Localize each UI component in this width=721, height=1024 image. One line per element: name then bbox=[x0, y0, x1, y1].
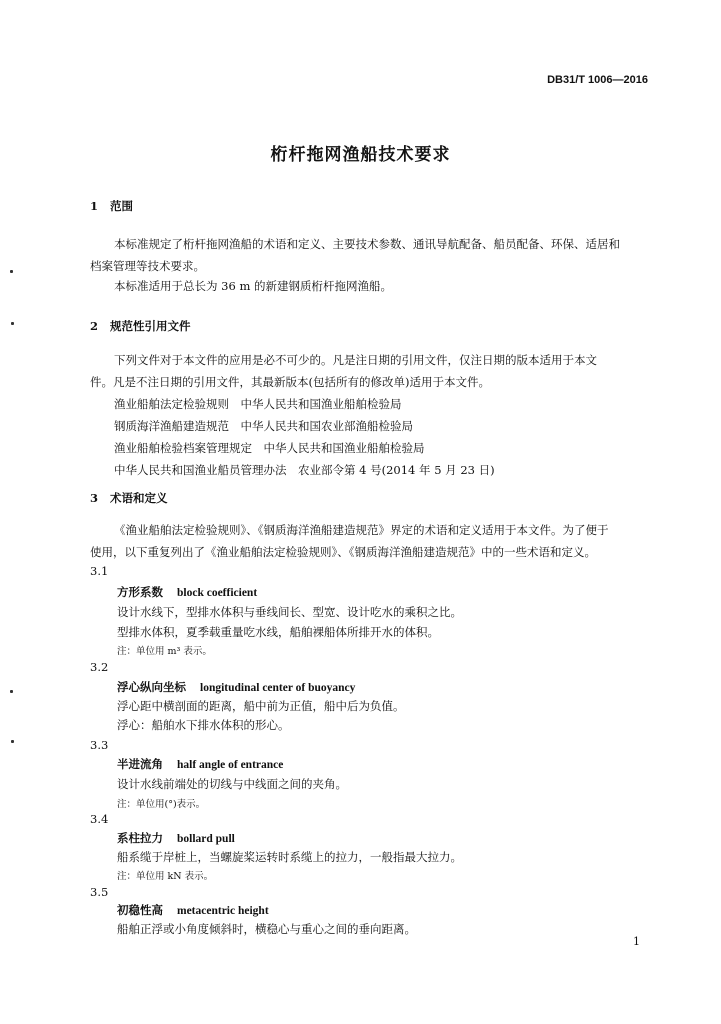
scan-mark bbox=[11, 740, 14, 743]
term-3-3-note: 注：单位用(°)表示。 bbox=[117, 799, 206, 810]
term-3-5-title: 初稳性高 metacentric height bbox=[117, 903, 269, 917]
term-3-4-note: 注：单位用 kN 表示。 bbox=[117, 871, 214, 882]
section-2-paragraph-1: 下列文件对于本文件的应用是必不可少的。凡是注日期的引用文件，仅注日期的版本适用于本文 bbox=[114, 353, 597, 367]
term-3-2-number: 3.2 bbox=[90, 660, 109, 674]
page-number: 1 bbox=[633, 935, 640, 948]
term-3-2-title: 浮心纵向坐标 longitudinal center of buoyancy bbox=[117, 680, 356, 694]
term-3-1-number: 3.1 bbox=[90, 564, 109, 578]
section-1-heading: 1 范围 bbox=[90, 199, 133, 213]
section-3-paragraph-1: 《渔业船舶法定检验规则》、《钢质海洋渔船建造规范》界定的术语和定义适用于本文件。为了便于 bbox=[114, 523, 609, 537]
section-3-paragraph-1-cont: 使用，以下重复列出了《渔业船舶法定检验规则》、《钢质海洋渔船建造规范》中的一些术语和定义。 bbox=[90, 545, 596, 559]
term-3-2-definition: 浮心距中横剖面的距离，船中前为正值，船中后为负值。 bbox=[117, 699, 405, 713]
term-3-1-title: 方形系数 block coefficient bbox=[117, 585, 258, 599]
term-3-3-definition: 设计水线前端处的切线与中线面之间的夹角。 bbox=[117, 777, 347, 791]
term-3-2-definition-2: 浮心：船舶水下排水体积的形心。 bbox=[117, 718, 290, 732]
term-3-3-title: 半进流角 half angle of entrance bbox=[117, 757, 284, 771]
term-3-1-definition: 设计水线下，型排水体积与垂线间长、型宽、设计吃水的乘积之比。 bbox=[117, 605, 462, 619]
scan-mark bbox=[10, 690, 13, 693]
reference-item: 钢质海洋渔船建造规范 中华人民共和国农业部渔船检验局 bbox=[114, 419, 413, 433]
page-title: 桁杆拖网渔船技术要求 bbox=[270, 145, 451, 165]
term-3-1-definition-2: 型排水体积，夏季载重量吃水线，船舶裸船体所排开水的体积。 bbox=[117, 625, 439, 639]
term-3-1-note: 注：单位用 m³ 表示。 bbox=[117, 646, 212, 657]
section-1-paragraph-1: 本标准规定了桁杆拖网渔船的术语和定义、主要技术参数、通讯导航配备、船员配备、环保、适居和 bbox=[114, 237, 620, 251]
section-3-heading: 3 术语和定义 bbox=[90, 491, 168, 505]
reference-item: 渔业船舶法定检验规则 中华人民共和国渔业船舶检验局 bbox=[114, 397, 402, 411]
term-3-3-number: 3.3 bbox=[90, 738, 109, 752]
term-3-4-number: 3.4 bbox=[90, 812, 109, 826]
standard-code: DB31/T 1006—2016 bbox=[547, 74, 648, 86]
section-1-paragraph-2: 本标准适用于总长为 36 m 的新建钢质桁杆拖网渔船。 bbox=[114, 279, 393, 293]
scan-mark bbox=[10, 270, 13, 273]
term-3-4-definition: 船系缆于岸桩上，当螺旋桨运转时系缆上的拉力，一般指最大拉力。 bbox=[117, 850, 462, 864]
section-2-paragraph-1-cont: 件。凡是不注日期的引用文件，其最新版本(包括所有的修改单)适用于本文件。 bbox=[90, 375, 490, 389]
reference-item: 中华人民共和国渔业船员管理办法 农业部令第 4 号(2014 年 5 月 23 日) bbox=[114, 463, 495, 477]
reference-item: 渔业船舶检验档案管理规定 中华人民共和国渔业船舶检验局 bbox=[114, 441, 425, 455]
term-3-5-number: 3.5 bbox=[90, 885, 109, 899]
term-3-5-definition: 船舶正浮或小角度倾斜时，横稳心与重心之间的垂向距离。 bbox=[117, 922, 416, 936]
section-1-paragraph-1-cont: 档案管理等技术要求。 bbox=[90, 259, 205, 273]
term-3-4-title: 系柱拉力 bollard pull bbox=[117, 831, 235, 845]
scan-mark bbox=[11, 322, 14, 325]
section-2-heading: 2 规范性引用文件 bbox=[90, 319, 191, 333]
